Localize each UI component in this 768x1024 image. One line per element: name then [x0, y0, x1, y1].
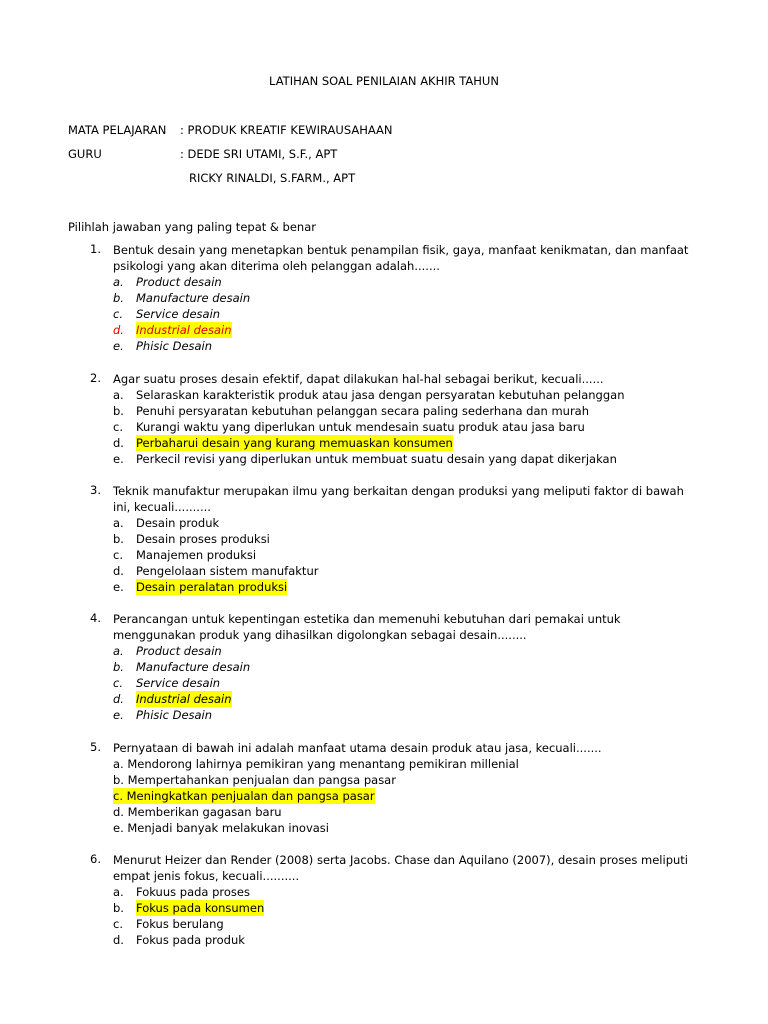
question-text: Pernyataan di bawah ini adalah manfaat utama desain produk atau jasa, kecuali.......	[113, 741, 602, 755]
option-text-highlighted: Perbaharui desain yang kurang memuaskan konsumen	[136, 436, 453, 450]
option-text-highlighted: Industrial desain	[136, 323, 232, 337]
teacher-value-2: RICKY RINALDI, S.FARM., APT	[189, 171, 356, 185]
option-e	[113, 707, 690, 723]
option-text: Fokus pada produk	[136, 933, 245, 947]
option-b	[113, 772, 690, 788]
question-number: 4.	[90, 611, 101, 625]
option-letter: d.	[113, 692, 124, 706]
option-text: b. Mempertahankan penjualan dan pangsa pasar	[113, 773, 396, 787]
option-text: Desain proses produksi	[136, 532, 270, 546]
instruction: Pilihlah jawaban yang paling tepat & benar	[68, 220, 316, 234]
option-text: Product desain	[136, 275, 222, 289]
subject-row	[68, 123, 393, 137]
option-letter: d.	[113, 436, 124, 450]
option-letter: b.	[113, 532, 124, 546]
question-number: 2.	[90, 371, 101, 385]
question-3	[90, 483, 690, 595]
option-letter: c.	[113, 676, 123, 690]
option-b	[113, 403, 690, 419]
option-d	[113, 691, 690, 707]
question-text: Teknik manufaktur merupakan ilmu yang berkaitan dengan produksi yang meliputi faktor di bawah ini, kecuali..........	[113, 484, 684, 514]
option-text: Manajemen produksi	[136, 548, 257, 562]
option-a	[113, 515, 690, 531]
option-text: Service desain	[136, 307, 221, 321]
option-text-highlighted: c. Meningkatkan penjualan dan pangsa pasar	[113, 789, 375, 803]
question-number: 1.	[90, 242, 101, 256]
option-e	[113, 451, 690, 467]
option-c	[113, 419, 690, 435]
option-text: Perkecil revisi yang diperlukan untuk membuat suatu desain yang dapat dikerjakan	[136, 452, 617, 466]
option-text: d. Memberikan gagasan baru	[113, 805, 282, 819]
option-text: a. Mendorong lahirnya pemikiran yang menantang pemikiran millenial	[113, 757, 519, 771]
option-letter: a.	[113, 516, 124, 530]
option-a	[113, 884, 690, 900]
option-letter: e.	[113, 708, 124, 722]
subject-value: : PRODUK KREATIF KEWIRAUSAHAAN	[180, 123, 393, 137]
option-b	[113, 900, 690, 916]
option-letter: b.	[113, 291, 124, 305]
option-text: Penuhi persyaratan kebutuhan pelanggan secara paling sederhana dan murah	[136, 404, 590, 418]
question-5	[90, 740, 690, 836]
option-e	[113, 820, 690, 836]
option-text: Product desain	[136, 644, 222, 658]
option-c	[113, 306, 690, 322]
option-d	[113, 322, 690, 338]
option-letter: e.	[113, 580, 124, 594]
teacher-label: GURU	[68, 147, 102, 161]
option-text: Desain produk	[136, 516, 220, 530]
option-letter: b.	[113, 404, 124, 418]
question-6	[90, 852, 690, 948]
teacher-value-1: : DEDE SRI UTAMI, S.F., APT	[180, 147, 338, 161]
option-text: Selaraskan karakteristik produk atau jasa dengan persyaratan kebutuhan pelanggan	[136, 388, 625, 402]
option-e	[113, 338, 690, 354]
option-c	[113, 788, 690, 804]
document-title: LATIHAN SOAL PENILAIAN AKHIR TAHUN	[269, 74, 499, 88]
option-c	[113, 547, 690, 563]
option-letter: b.	[113, 901, 124, 915]
question-1	[90, 242, 690, 354]
question-4	[90, 611, 690, 723]
question-number: 3.	[90, 483, 101, 497]
question-text: Menurut Heizer dan Render (2008) serta Jacobs. Chase dan Aquilano (2007), desain proses meliputi empat jenis fokus, kecuali..........	[113, 853, 688, 883]
option-d	[113, 435, 690, 451]
option-b	[113, 659, 690, 675]
option-c	[113, 675, 690, 691]
option-letter: b.	[113, 660, 124, 674]
option-text: Manufacture desain	[136, 291, 251, 305]
teacher-row-2	[189, 171, 355, 185]
option-d	[113, 804, 690, 820]
option-text-highlighted: Industrial desain	[136, 692, 232, 706]
question-number: 5.	[90, 740, 101, 754]
option-a	[113, 387, 690, 403]
option-a	[113, 274, 690, 290]
option-b	[113, 290, 690, 306]
option-d	[113, 563, 690, 579]
option-text: Kurangi waktu yang diperlukan untuk mendesain suatu produk atau jasa baru	[136, 420, 585, 434]
option-a	[113, 756, 690, 772]
option-letter: d.	[113, 933, 124, 947]
question-text: Agar suatu proses desain efektif, dapat dilakukan hal-hal sebagai berikut, kecuali......	[113, 372, 604, 386]
option-letter: d.	[113, 323, 124, 337]
option-letter: a.	[113, 644, 124, 658]
option-letter: c.	[113, 548, 123, 562]
option-letter: d.	[113, 564, 124, 578]
option-letter: c.	[113, 917, 123, 931]
option-text: Phisic Desain	[136, 339, 213, 353]
option-text: Phisic Desain	[136, 708, 213, 722]
option-text-highlighted: Desain peralatan produksi	[136, 580, 288, 594]
question-text: Bentuk desain yang menetapkan bentuk penampilan fisik, gaya, manfaat kenikmatan, dan manfaat psikologi yang akan diterima oleh pelanggan adalah.......	[113, 243, 689, 273]
subject-label: MATA PELAJARAN	[68, 123, 167, 137]
question-text: Perancangan untuk kepentingan estetika dan memenuhi kebutuhan dari pemakai untuk menggunakan produk yang dihasilkan digolongkan sebagai desain........	[113, 612, 621, 642]
option-text: Fokus berulang	[136, 917, 224, 931]
option-letter: c.	[113, 420, 123, 434]
teacher-row	[68, 147, 337, 161]
option-letter: a.	[113, 275, 124, 289]
option-letter: a.	[113, 388, 124, 402]
question-2	[90, 371, 690, 467]
option-text: Manufacture desain	[136, 660, 251, 674]
question-number: 6.	[90, 852, 101, 866]
option-a	[113, 643, 690, 659]
option-e	[113, 579, 690, 595]
option-text-highlighted: Fokus pada konsumen	[136, 901, 265, 915]
option-text: Pengelolaan sistem manufaktur	[136, 564, 319, 578]
option-letter: a.	[113, 885, 124, 899]
option-b	[113, 531, 690, 547]
option-text: Fokuus pada proses	[136, 885, 250, 899]
option-letter: e.	[113, 452, 124, 466]
option-letter: e.	[113, 339, 124, 353]
option-c	[113, 916, 690, 932]
option-d	[113, 932, 690, 948]
option-letter: c.	[113, 307, 123, 321]
option-text: Service desain	[136, 676, 221, 690]
option-text: e. Menjadi banyak melakukan inovasi	[113, 821, 329, 835]
